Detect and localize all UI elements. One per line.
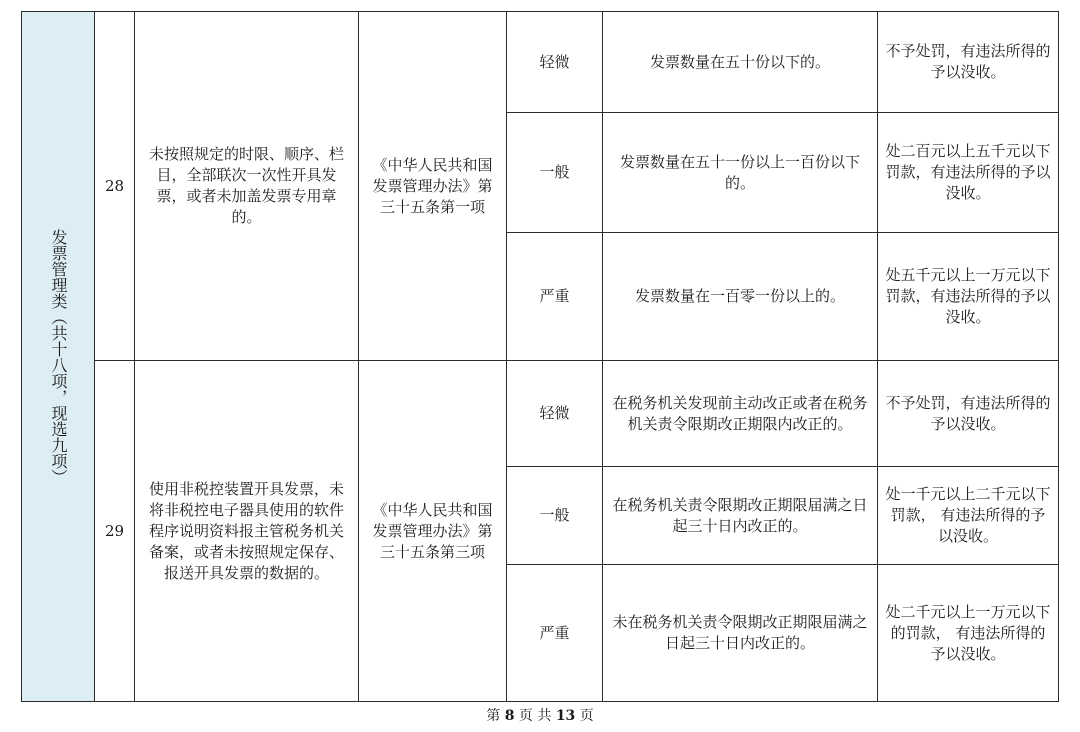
circumstance-text: 未在税务机关责令限期改正期限届满之日起三十日内改正的。 xyxy=(603,565,878,702)
violation-description: 使用非税控装置开具发票，未将非税控电子器具使用的软件程序说明资料报主管税务机关备案，或者未按照规定保存、报送开具发票的数据的。 xyxy=(135,361,359,702)
penalty-text: 处一千元以上二千元以下罚款， 有违法所得的予以没收。 xyxy=(878,467,1059,565)
severity-level: 轻微 xyxy=(507,12,603,113)
row-number: 28 xyxy=(95,12,135,361)
category-label: 发票管理类（共十八项，现选九项） xyxy=(49,228,68,485)
circumstance-text: 发票数量在五十一份以上一百份以下的。 xyxy=(603,113,878,233)
footer-middle: 页 共 xyxy=(518,708,552,724)
category-cell xyxy=(22,12,95,702)
footer-prefix: 第 xyxy=(486,708,501,724)
circumstance-text: 发票数量在五十份以下的。 xyxy=(603,12,878,113)
penalty-text: 不予处罚，有违法所得的予以没收。 xyxy=(878,361,1059,467)
table-row xyxy=(22,361,1059,467)
circumstance-text: 在税务机关发现前主动改正或者在税务机关责令限期改正期限内改正的。 xyxy=(603,361,878,467)
severity-level: 严重 xyxy=(507,233,603,361)
legal-basis: 《中华人民共和国发票管理办法》第三十五条第一项 xyxy=(359,12,507,361)
violation-description: 未按照规定的时限、顺序、栏目，全部联次一次性开具发票，或者未加盖发票专用章的。 xyxy=(135,12,359,361)
penalty-text: 处五千元以上一万元以下罚款，有违法所得的予以没收。 xyxy=(878,233,1059,361)
footer-suffix: 页 xyxy=(579,708,594,724)
severity-level: 一般 xyxy=(507,467,603,565)
severity-level: 严重 xyxy=(507,565,603,702)
current-page-number: 8 xyxy=(504,708,515,724)
severity-level: 一般 xyxy=(507,113,603,233)
total-page-count: 13 xyxy=(555,708,576,724)
penalty-table xyxy=(21,11,1059,702)
table-row xyxy=(22,12,1059,113)
severity-level: 轻微 xyxy=(507,361,603,467)
circumstance-text: 在税务机关责令限期改正期限届满之日起三十日内改正的。 xyxy=(603,467,878,565)
penalty-text: 处二百元以上五千元以下罚款，有违法所得的予以没收。 xyxy=(878,113,1059,233)
row-number: 29 xyxy=(95,361,135,702)
page-footer xyxy=(0,705,1080,725)
penalty-text: 处二千元以上一万元以下的罚款， 有违法所得的予以没收。 xyxy=(878,565,1059,702)
circumstance-text: 发票数量在一百零一份以上的。 xyxy=(603,233,878,361)
legal-basis: 《中华人民共和国发票管理办法》第三十五条第三项 xyxy=(359,361,507,702)
penalty-text: 不予处罚，有违法所得的予以没收。 xyxy=(878,12,1059,113)
